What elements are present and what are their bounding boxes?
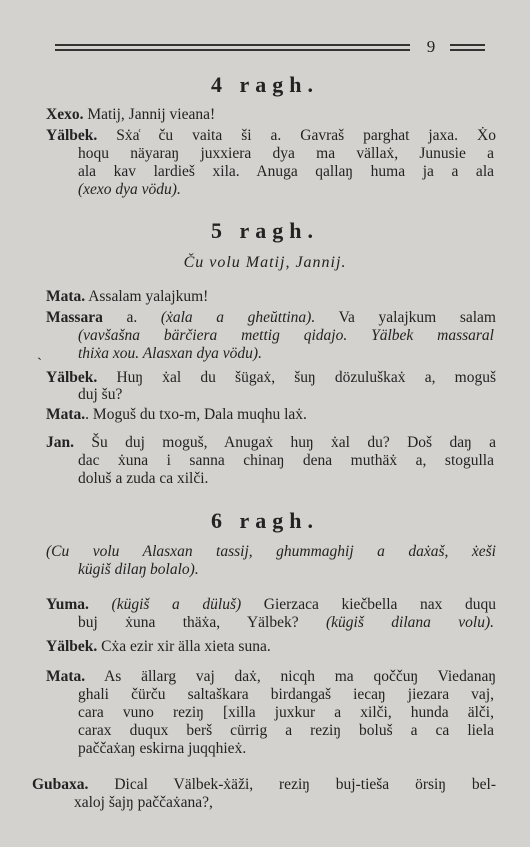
speaker-name: Yälbek.	[46, 127, 98, 144]
dialogue-line	[46, 406, 496, 423]
dialogue-line: ghali čürču saltaškara birdangaš iecaŋ jiezara vaj,	[78, 686, 494, 703]
dialogue-line	[46, 638, 496, 655]
dialogue-text: Sẋa͑ ču vaita ši a. Gavraš parghat jaxa. Ẋo	[97, 127, 496, 144]
dialogue-line	[46, 127, 496, 144]
scene-5-subtitle: Ču volu Matij, Jannij.	[183, 254, 347, 271]
speaker-name: Yälbek.	[46, 369, 98, 386]
dialogue-text: Assalam yalajkum!	[85, 288, 209, 305]
stage-direction: (xexo dya vödu).	[78, 181, 181, 198]
dialogue-line	[32, 776, 496, 793]
dialogue-line	[46, 596, 496, 613]
dialogue-text: . Moguš du txo-m, Dala muqhu laẋ.	[85, 406, 307, 423]
dialogue-line	[46, 106, 496, 123]
page-number: 9	[426, 37, 436, 56]
dialogue-line: duj šu?	[78, 386, 123, 403]
dialogue-line: doluš a zuda ca xilči.	[78, 470, 209, 487]
header-rule	[55, 44, 410, 46]
dialogue-text: Huŋ ẋal du šügaẋ, šuŋ dözuluškaẋ a, moguš	[97, 369, 496, 386]
speaker-name: Jan.	[46, 434, 74, 451]
speaker-name: Mata.	[46, 406, 86, 423]
dialogue-text: As ällarg vaj daẋ, nicqh ma qoččuŋ Viedanaŋ	[85, 668, 496, 685]
dialogue-text: Va yalajkum salam	[315, 309, 496, 326]
stage-direction: (kügiš dilana volu).	[326, 614, 494, 631]
speaker-name: Mata.	[46, 668, 86, 685]
dialogue-line: dac ẋuna i sanna chinaŋ dena muthäẋ a, stogulla	[78, 452, 494, 469]
dialogue-line	[46, 309, 496, 326]
header-rule	[450, 49, 485, 51]
dialogue-text: a.	[102, 309, 161, 326]
dialogue-line: carax duqux berš cürrig a reziŋ boluš a ca liela	[78, 722, 494, 739]
dialogue-text: buj ẋuna thäẋa, Yälbek?	[78, 614, 326, 631]
speaker-name: Massara	[46, 309, 103, 326]
stage-direction: (Cu volu Alasxan tassij, ghummaghij a daẋaš, ẋeši	[46, 543, 496, 560]
scene-5-title: 5 ragh.	[211, 218, 319, 243]
page-header	[55, 38, 485, 58]
dialogue-line	[46, 668, 496, 685]
speaker-name: Gubaxa.	[32, 776, 89, 793]
dialogue-line: paččaẋaŋ eskirna juqqhieẋ.	[78, 740, 247, 757]
scene-6-title: 6 ragh.	[211, 508, 319, 533]
speaker-name: Mata.	[46, 288, 86, 305]
dialogue-text: Cẋa ezir xir älla xieta suna.	[97, 638, 271, 655]
dialogue-line: ala kav lardieš xila. Anuga qallaŋ huma ja a ala	[78, 163, 494, 180]
header-rule	[55, 49, 410, 51]
stage-direction: (kügiš a düluš)	[88, 596, 242, 613]
dialogue-line	[78, 614, 494, 631]
speaker-name: Xexo.	[46, 106, 84, 123]
dialogue-line: hoqu näyaraŋ juxxiera dya ma vällaẋ, Junusie a	[78, 145, 494, 162]
stage-direction: kügiš dilaŋ bolalo).	[78, 561, 199, 578]
dialogue-text: Gierzaca kiečbella nax duqu	[241, 596, 496, 613]
stage-direction: (ẋala a gheŭttina).	[160, 309, 316, 326]
header-rule	[450, 44, 485, 46]
speaker-name: Yuma.	[46, 596, 89, 613]
dialogue-line	[46, 434, 496, 451]
stage-direction: thiẋa xou. Alasxan dya vödu).	[78, 345, 262, 362]
scene-4-title: 4 ragh.	[211, 72, 319, 97]
dialogue-line: xaloj šajŋ paččaẋana?,	[74, 794, 213, 811]
dialogue-text: Dical Välbek-ẋäži, reziŋ buj-tieša örsiŋ bel-	[88, 776, 496, 793]
stage-direction: (vavšašna bärčiera mettig qidajo. Yälbek massaral	[78, 327, 494, 344]
dialogue-text: Matij, Jannij vieana!	[83, 106, 216, 123]
dialogue-line	[46, 369, 496, 386]
speaker-name: Yälbek.	[46, 638, 98, 655]
margin-mark: ˏ	[37, 345, 42, 361]
dialogue-line	[46, 288, 496, 305]
dialogue-text: Šu duj moguš, Anugaẋ huŋ ẋal du? Doš daŋ a	[74, 434, 496, 451]
dialogue-line: cara vuno reziŋ [xilla juxkur a xilči, hunda älči,	[78, 704, 494, 721]
